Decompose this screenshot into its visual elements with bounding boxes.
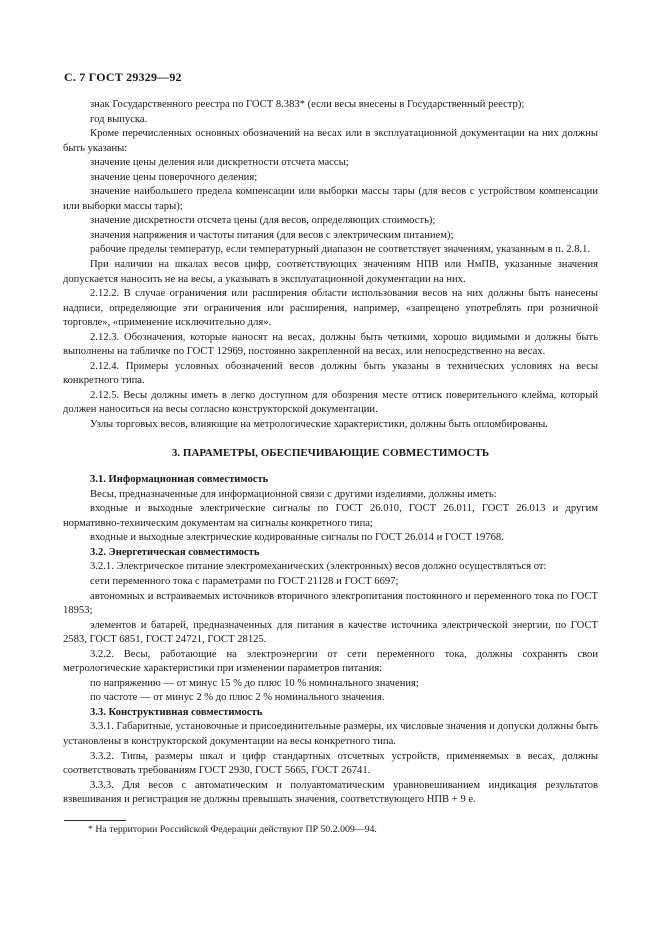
subsection-heading: 3.2. Энергетическая совместимость [90, 546, 260, 558]
paragraph: значения напряжения и частоты питания (для весов с электрическим питанием); [90, 229, 454, 241]
section-heading: 3. ПАРАМЕТРЫ, ОБЕСПЕЧИВАЮЩИЕ СОВМЕСТИМОСТЬ [171, 446, 490, 459]
document-body [63, 98, 598, 808]
paragraph: 3.2.1. Электрическое питание электромеханических (электронных) весов должно осуществляться от: [90, 561, 547, 573]
paragraph: входные и выходные электрические сигналы по ГОСТ 26.010, ГОСТ 26.011, ГОСТ 26.013 и другим нормативно-техническим документам на сигналы конкретного типа; [63, 503, 598, 529]
paragraph: 2.12.2. В случае ограничения или расширения области использования весов на них должны быть нанесены надписи, определяющие эти ограничения или расширения, например, «запрещено употреблять при розничной торговле», «применение исключительно для». [63, 288, 598, 329]
subsection-heading: 3.1. Информационная совместимость [90, 474, 269, 486]
paragraph: значение дискретности отсчета цены (для весов, определяющих стоимость); [90, 215, 436, 227]
paragraph: 3.2.2. Весы, работающие на электроэнергии от сети переменного тока, должны сохранять свои метрологические характеристики при изменении параметров питания: [63, 648, 598, 675]
paragraph: Узлы торговых весов, влияющие на метрологические характеристики, должны быть опломбированы. [90, 419, 548, 431]
paragraph: Кроме перечисленных основных обозначений на весах или в эксплуатационной документации на них должны быть указаны: [63, 128, 598, 154]
paragraph: по частоте — от минус 2 % до плюс 2 % номинального значения. [90, 692, 385, 704]
paragraph: 2.12.4. Примеры условных обозначений весов должны быть указаны в технических условиях на весы конкретного типа. [63, 360, 598, 387]
footnote-divider [64, 820, 126, 821]
paragraph: сети переменного тока с параметрами по ГОСТ 21128 и ГОСТ 6697; [90, 575, 399, 587]
footnote: * На территории Российской Федерации действуют ПР 50.2.009—94. [88, 824, 377, 835]
paragraph: элементов и батарей, предназначенных для питания в качестве источника электрической энергии, по ГОСТ 2583, ГОСТ 6851, ГОСТ 24721, ГОСТ 28125. [63, 619, 598, 646]
paragraph: При наличии на шкалах весов цифр, соответствующих значениям НПВ или НмПВ, указанные значения допускается наносить не на весы, а указывать в эксплуатационной документации на них. [63, 259, 598, 285]
page-header: С. 7 ГОСТ 29329—92 [64, 70, 182, 84]
paragraph: значение цены деления или дискретности отсчета массы; [90, 157, 349, 169]
paragraph: 2.12.5. Весы должны иметь в легко доступном для обозрения месте оттиск поверительного клейма, который должен наноситься на весы согласно конструкторской документации. [63, 389, 598, 416]
paragraph: значение цены поверочного деления; [90, 171, 258, 183]
paragraph: 3.3.2. Типы, размеры шкал и цифр стандартных отсчетных устройств, применяемых в весах, должны соответствовать требованиям ГОСТ 2930, ГОСТ 5665, ГОСТ 26741. [63, 750, 598, 777]
paragraph: знак Государственного реестра по ГОСТ 8.383* (если весы внесены в Государственный реестр); [90, 99, 525, 110]
paragraph: 3.3.3. Для весов с автоматическим и полуавтоматическим уравновешиванием индикация результатов взвешивания и регистрация не должны превышать значения, соответствующего НПВ + 9 e. [63, 779, 598, 806]
paragraph: рабочие пределы температур, если температурный диапазон не соответствует значениям, указанным в п. 2.8.1. [90, 244, 591, 256]
paragraph: год выпуска. [90, 113, 148, 125]
paragraph: 2.12.3. Обозначения, которые наносят на весах, должны быть четкими, хорошо видимыми и должны быть выполнены на табличке по ГОСТ 12969, постоянно закрепленной на весах, или непосредственно на весах. [63, 331, 598, 358]
paragraph: автономных и встраиваемых источников вторичного электропитания постоянного и переменного тока по ГОСТ 18953; [63, 590, 598, 617]
paragraph: 3.3.1. Габаритные, установочные и присоединительные размеры, их числовые значения и допуски должны быть установлены в конструкторской документации на весы конкретного типа. [63, 721, 598, 747]
subsection-heading: 3.3. Конструктивная совместимость [90, 706, 263, 718]
paragraph: по напряжению — от минус 15 % до плюс 10 % номинального значения; [90, 677, 419, 689]
paragraph: входные и выходные электрические кодированные сигналы по ГОСТ 26.014 и ГОСТ 19768. [90, 532, 504, 544]
paragraph: Весы, предназначенные для информационной связи с другими изделиями, должны иметь: [90, 488, 497, 500]
paragraph: значение наибольшего предела компенсации или выборки массы тары (для весов с устройством компенсации или выборки массы тары); [63, 186, 598, 212]
